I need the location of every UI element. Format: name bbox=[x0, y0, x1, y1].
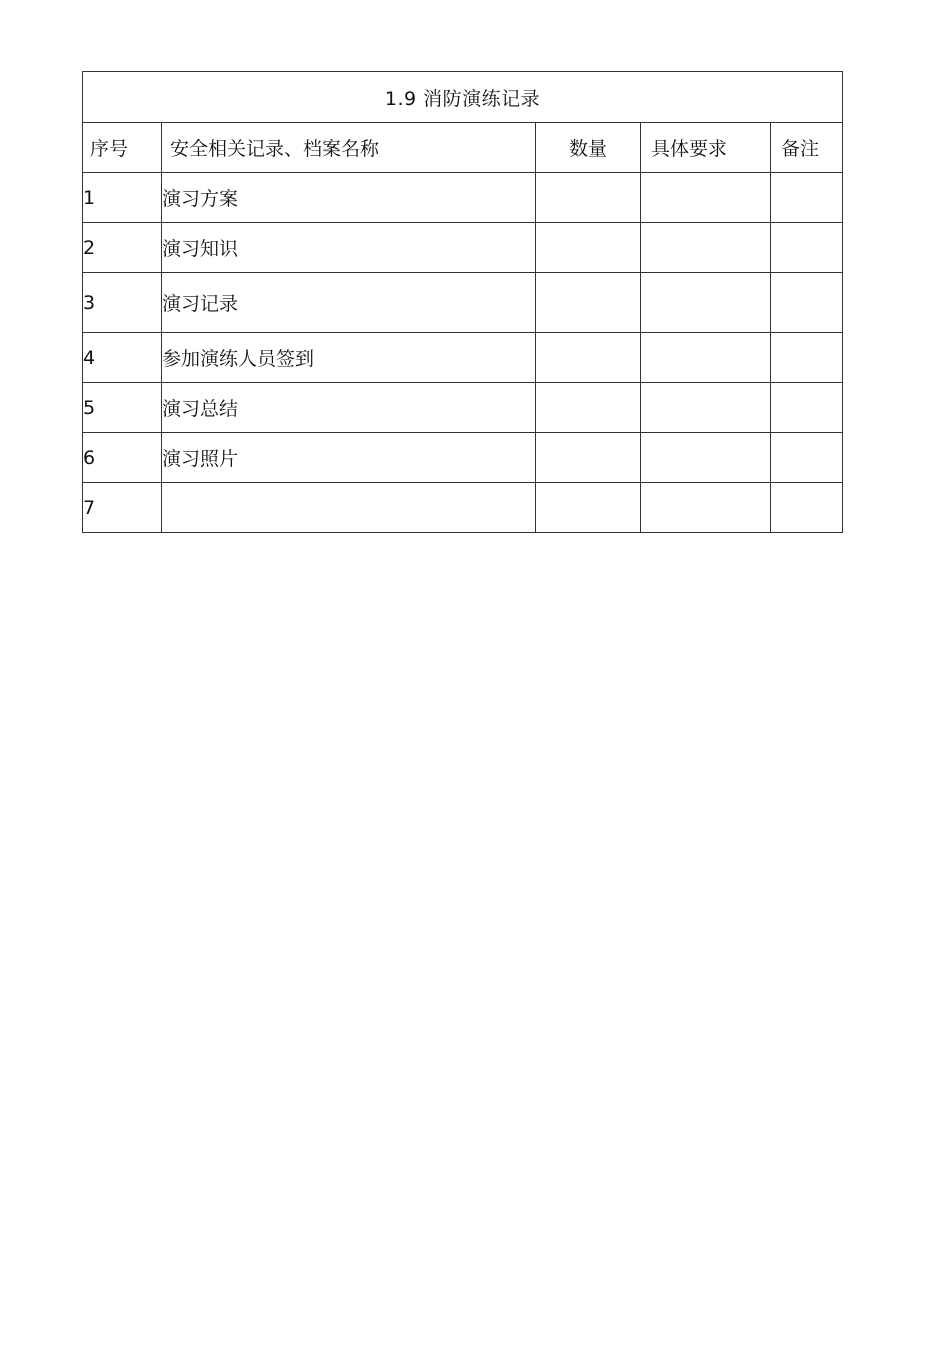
row-remark bbox=[771, 333, 843, 383]
document-sheet bbox=[82, 71, 842, 533]
row-name: 参加演练人员签到 bbox=[162, 333, 536, 383]
table-title: 1.9 消防演练记录 bbox=[83, 72, 843, 123]
row-number: 1 bbox=[83, 173, 162, 223]
row-requirement bbox=[641, 383, 771, 433]
row-name: 演习总结 bbox=[162, 383, 536, 433]
row-remark bbox=[771, 273, 843, 333]
row-name bbox=[162, 483, 536, 533]
header-remark: 备注 bbox=[771, 123, 843, 173]
row-requirement bbox=[641, 173, 771, 223]
row-remark bbox=[771, 383, 843, 433]
table-row bbox=[83, 483, 843, 533]
row-name: 演习知识 bbox=[162, 223, 536, 273]
row-quantity bbox=[536, 173, 641, 223]
row-quantity bbox=[536, 433, 641, 483]
row-number: 5 bbox=[83, 383, 162, 433]
row-requirement bbox=[641, 483, 771, 533]
title-row bbox=[83, 72, 843, 123]
row-quantity bbox=[536, 383, 641, 433]
header-quantity: 数量 bbox=[536, 123, 641, 173]
table-row bbox=[83, 173, 843, 223]
row-quantity bbox=[536, 223, 641, 273]
row-remark bbox=[771, 483, 843, 533]
table-row bbox=[83, 223, 843, 273]
row-requirement bbox=[641, 433, 771, 483]
row-number: 3 bbox=[83, 273, 162, 333]
header-name: 安全相关记录、档案名称 bbox=[162, 123, 536, 173]
table-row bbox=[83, 383, 843, 433]
header-requirement: 具体要求 bbox=[641, 123, 771, 173]
row-requirement bbox=[641, 333, 771, 383]
row-number: 2 bbox=[83, 223, 162, 273]
header-row bbox=[83, 123, 843, 173]
row-number: 4 bbox=[83, 333, 162, 383]
row-quantity bbox=[536, 483, 641, 533]
row-quantity bbox=[536, 273, 641, 333]
table-row bbox=[83, 433, 843, 483]
row-requirement bbox=[641, 223, 771, 273]
row-remark bbox=[771, 223, 843, 273]
fire-drill-record-table bbox=[82, 71, 843, 533]
row-number: 6 bbox=[83, 433, 162, 483]
header-no: 序号 bbox=[83, 123, 162, 173]
table-row bbox=[83, 273, 843, 333]
table-row bbox=[83, 333, 843, 383]
row-name: 演习记录 bbox=[162, 273, 536, 333]
row-number: 7 bbox=[83, 483, 162, 533]
row-remark bbox=[771, 433, 843, 483]
row-name: 演习照片 bbox=[162, 433, 536, 483]
row-quantity bbox=[536, 333, 641, 383]
row-requirement bbox=[641, 273, 771, 333]
row-name: 演习方案 bbox=[162, 173, 536, 223]
row-remark bbox=[771, 173, 843, 223]
